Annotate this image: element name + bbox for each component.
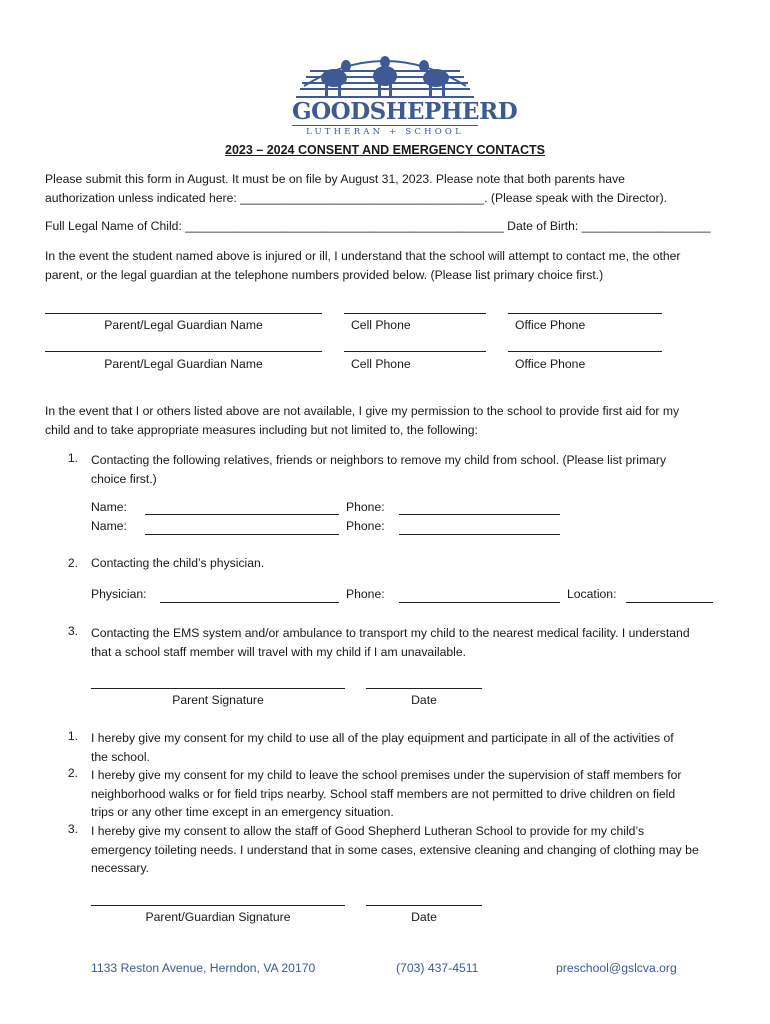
logo-brand-name: GOODSHEPHERD	[292, 98, 518, 125]
permission-line-1: In the event that I or others listed above are not available, I give my permission to the school to provide first aid for my	[45, 404, 680, 418]
physician-location-label: Location:	[567, 587, 617, 601]
consent-2-line-3: trips or any other time except in an emergency situation.	[91, 805, 394, 819]
event-line-2: parent, or the legal guardian at the telephone numbers provided below. (Please list primary choice first.)	[45, 267, 604, 282]
event-line-1: In the event the student named above is injured or ill, I understand that the school will attempt to contact me, the other	[45, 249, 681, 263]
intro-line-1: Please submit this form in August. It must be on file by August 31, 2023. Please note that both parents have	[45, 172, 625, 186]
consent-3-line-3: necessary.	[91, 861, 150, 875]
child-name-dob-line: Full Legal Name of Child: _______________________________________________ Date of Birth: ___________________	[45, 219, 711, 233]
office-phone-label: Office Phone	[515, 318, 586, 332]
physician-field[interactable]	[160, 602, 339, 603]
intro-paragraph	[45, 170, 667, 207]
guardian-signature-date-label: Date	[411, 910, 437, 924]
event-paragraph	[45, 247, 680, 284]
guardian-office-field-2[interactable]	[508, 351, 662, 352]
guardian-cell-field-2[interactable]	[344, 351, 486, 352]
office-phone-label: Office Phone	[515, 357, 586, 371]
physician-phone-label: Phone:	[346, 587, 385, 601]
consent-1-line-2: the school.	[91, 749, 150, 764]
footer-phone: (703) 437-4511	[396, 961, 479, 975]
section-1-line-1: Contacting the following relatives, friends or neighbors to remove my child from school. (Please list primary	[91, 453, 667, 467]
consent-1-text	[91, 729, 674, 766]
permission-line-2: child and to take appropriate measures including but not limited to, the following:	[45, 422, 478, 437]
section-3-line-2: that a school staff member will travel with my child if I am unavailable.	[91, 644, 467, 659]
cell-phone-label: Cell Phone	[351, 318, 411, 332]
cell-phone-label: Cell Phone	[351, 357, 411, 371]
relative-phone-field-2[interactable]	[399, 534, 560, 535]
guardian-name-label: Parent/Legal Guardian Name	[104, 357, 263, 371]
consent-3-line-1: I hereby give my consent to allow the staff of Good Shepherd Lutheran School to provide for my child’s	[91, 824, 645, 838]
intro-line-2: authorization unless indicated here: ____________________________________. (Please speak with the Director).	[45, 190, 668, 205]
parent-signature-date-label: Date	[411, 693, 437, 707]
consent-1-number: 1.	[67, 729, 78, 743]
footer-address: 1133 Reston Avenue, Herndon, VA 20170	[91, 961, 316, 975]
relative-phone-field-1[interactable]	[399, 514, 560, 515]
relative-phone-label-1: Phone:	[346, 500, 385, 514]
guardian-signature-date-field[interactable]	[366, 905, 482, 906]
guardian-name-label: Parent/Legal Guardian Name	[104, 318, 263, 332]
parent-signature-label: Parent Signature	[172, 693, 264, 707]
consent-2-text	[91, 766, 681, 822]
parent-signature-date-field[interactable]	[366, 688, 482, 689]
section-3-line-1: Contacting the EMS system and/or ambulance to transport my child to the nearest medical facility. I understand	[91, 626, 690, 640]
logo-brand-subtitle: LUTHERAN + SCHOOL	[292, 125, 478, 137]
consent-2-line-2: neighborhood walks or for field trips nearby. School staff members are not permitted to drive children on field	[91, 786, 676, 801]
relative-name-label-1: Name:	[91, 500, 127, 514]
section-2-text: Contacting the child’s physician.	[91, 556, 265, 570]
guardian-office-field-1[interactable]	[508, 313, 662, 314]
physician-location-field[interactable]	[626, 602, 713, 603]
guardian-cell-field-1[interactable]	[344, 313, 486, 314]
guardian-signature-label: Parent/Guardian Signature	[145, 910, 291, 924]
guardian-name-field-1[interactable]	[45, 313, 322, 314]
relative-name-label-2: Name:	[91, 519, 127, 533]
physician-phone-field[interactable]	[399, 602, 560, 603]
consent-3-number: 3.	[67, 822, 78, 836]
form-title: 2023 – 2024 CONSENT AND EMERGENCY CONTACTS	[225, 143, 545, 157]
guardian-signature-field[interactable]	[91, 905, 345, 906]
section-1-number: 1.	[67, 451, 78, 465]
consent-3-text	[91, 822, 699, 878]
consent-3-line-2: emergency toileting needs. I understand that in some cases, extensive cleaning and changing of clothing may be	[91, 842, 699, 857]
relative-name-field-2[interactable]	[145, 534, 339, 535]
section-3-text	[91, 624, 690, 661]
guardian-name-field-2[interactable]	[45, 351, 322, 352]
permission-paragraph	[45, 402, 679, 439]
school-logo	[292, 46, 518, 138]
relative-phone-label-2: Phone:	[346, 519, 385, 533]
section-2-number: 2.	[67, 556, 78, 570]
physician-label: Physician:	[91, 587, 147, 601]
consent-1-line-1: I hereby give my consent for my child to use all of the play equipment and participate in all of the activities of	[91, 731, 674, 745]
footer-email[interactable]: preschool@gslcva.org	[556, 961, 677, 975]
relative-name-field-1[interactable]	[145, 514, 339, 515]
section-1-line-2: choice first.)	[91, 471, 157, 486]
section-1-text	[91, 451, 666, 488]
section-3-number: 3.	[67, 624, 78, 638]
consent-2-number: 2.	[67, 766, 78, 780]
consent-2-line-1: I hereby give my consent for my child to leave the school premises under the supervision of staff members for	[91, 768, 682, 782]
parent-signature-field[interactable]	[91, 688, 345, 689]
